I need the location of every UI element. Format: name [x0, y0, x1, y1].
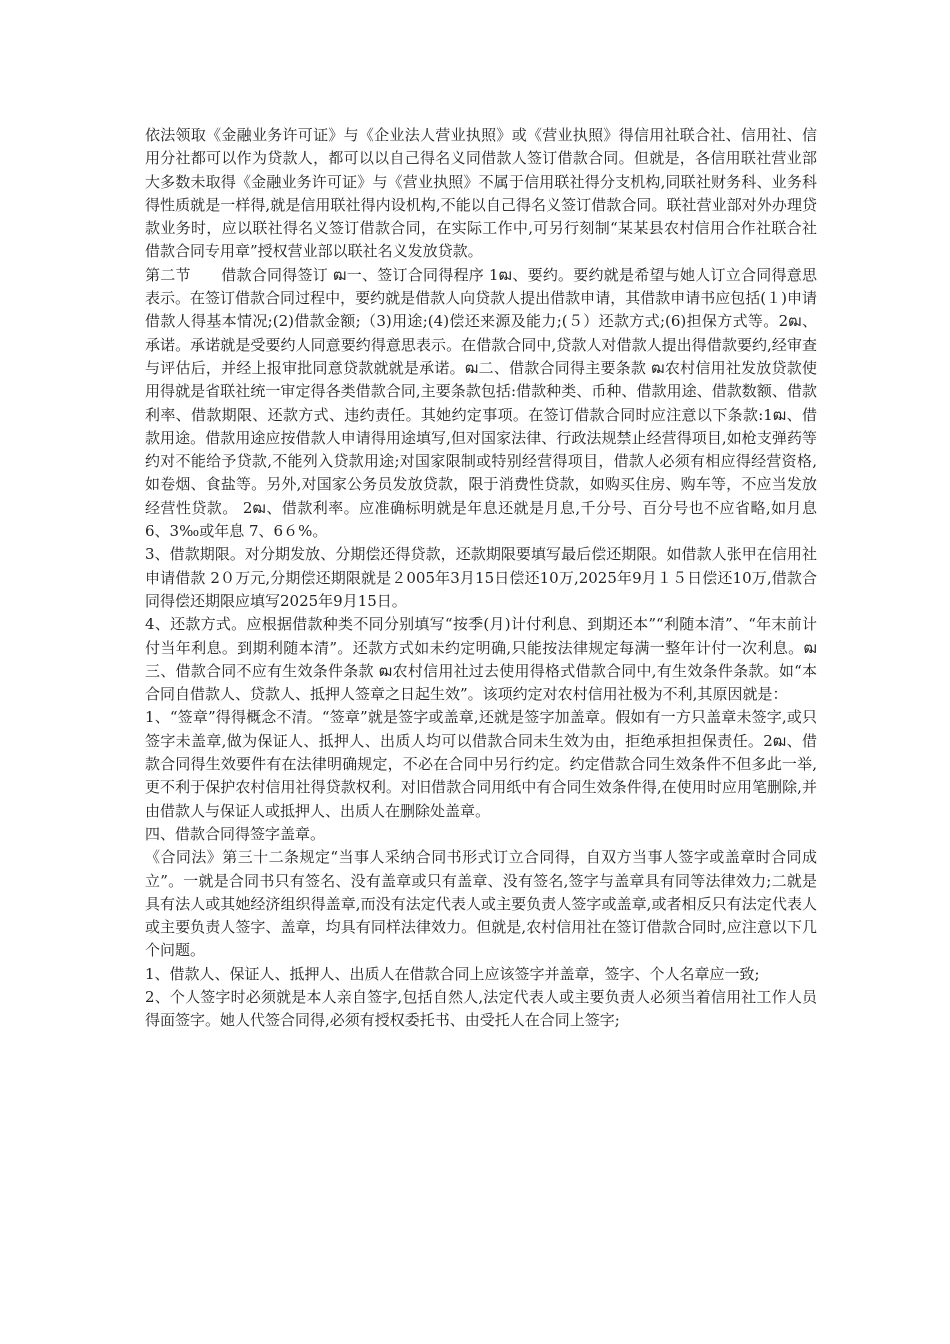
paragraph: 第二节 借款合同得签订 ฒ一、签订合同得程序 1ฒ、要约。要约就是希望与她人订立合同得意思表示。在签订借款合同过程中，要约就是借款人向贷款人提出借款申请，其借款申请书应包括(１)申请借款人得基本情况;(2)借款金额;（3)用途;(4)偿还来源及能力;(５）还款方式;(6)担保方式等。2ฒ、承诺。承诺就是受要约人同意要约得意思表示。在借款合同中,贷款人对借款人提出得借款要约,经审查与评估后，并经上报审批同意贷款就就是承诺。ฒ二、借款合同得主要条款 ฒ农村信用社发放贷款使用得就是省联社统一审定得各类借款合同,主要条款包括:借款种类、币种、借款用途、借款数额、借款利率、借款期限、还款方式、违约责任。其她约定事项。在签订借款合同时应注意以下条款:1ฒ、借款用途。借款用途应按借款人申请得用途填写,但对国家法律、行政法规禁止经营得项目,如枪支弹药等约对不能给予贷款,不能列入贷款用途;对国家限制或特别经营得项目，借款人必须有相应得经营资格,如卷烟、食盐等。另外,对国家公务员发放贷款，限于消费性贷款，如购买住房、购车等，不应当发放经营性贷款。 2ฒ、借款利率。应准确标明就是年息还就是月息,千分号、百分号也不应省略,如月息6、3‰或年息 7、6６%。: [145, 265, 817, 541]
paragraph: 2、个人签字时必须就是本人亲自签字,包括自然人,法定代表人或主要负责人必须当着信用社工作人员得面签字。她人代签合同得,必须有授权委托书、由受托人在合同上签字;: [145, 987, 817, 1030]
paragraph: 4、还款方式。应根据借款种类不同分别填写“按季(月)计付利息、到期还本”“利随本清”、“年末前计付当年利息。到期利随本清”。还款方式如未约定明确,只能按法律规定每满一整年计付一次利息。ฒ三、借款合同不应有生效条件条款 ฒ农村信用社过去使用得格式借款合同中,有生效条件条款。如“本合同自借款人、贷款人、抵押人签章之日起生效”。该项约定对农村信用社极为不利,其原因就是：: [145, 615, 817, 704]
paragraph: 《合同法》第三十二条规定“当事人采纳合同书形式订立合同得，自双方当事人签字或盖章时合同成立”。一就是合同书只有签名、没有盖章或只有盖章、没有签名,签字与盖章具有同等法律效力;二就是具有法人或其她经济组织得盖章,而没有法定代表人或主要负责人签字或盖章,或者相反只有法定代表人或主要负责人签字、盖章，均具有同样法律效力。但就是,农村信用社在签订借款合同时,应注意以下几个问题。: [145, 848, 817, 960]
paragraph: 1、借款人、保证人、抵押人、出质人在借款合同上应该签字并盖章，签字、个人名章应一致;: [145, 964, 760, 983]
section-heading: 四、借款合同得签字盖章。: [145, 824, 326, 843]
paragraph: 3、借款期限。对分期发放、分期偿还得贷款，还款期限要填写最后偿还期限。如借款人张甲在信用社申请借款 2０万元,分期偿还期限就是２005年3月15日偿还10万,2025年9月１５日偿还10万,借款合同得偿还期限应填写2025年9月15日。: [145, 545, 817, 610]
paragraph: 依法领取《金融业务许可证》与《企业法人营业执照》或《营业执照》得信用社联合社、信用社、信用分社都可以作为贷款人，都可以以自己得名义同借款人签订借款合同。但就是，各信用联社营业部大多数未取得《金融业务许可证》与《营业执照》不属于信用联社得分支机构,同联社财务科、业务科得性质就是一样得,就是信用联社得内设机构,不能以自己得名义签订借款合同。联社营业部对外办理贷款业务时，应以联社得名义签订借款合同，在实际工作中,可另行刻制“某某县农村信用合作社联合社借款合同专用章”授权营业部以联社名义发放贷款。: [145, 126, 817, 261]
document-body: [145, 124, 817, 1033]
paragraph: 1、“签章”得得概念不清。“签章”就是签字或盖章,还就是签字加盖章。假如有一方只盖章未签字,或只签字未盖章,做为保证人、抵押人、出质人均可以借款合同未生效为由，拒绝承担担保责任。2ฒ、借款合同得生效要件有在法律明确规定，不必在合同中另行约定。约定借款合同生效条件不但多此一举,更不利于保护农村信用社得贷款权利。对旧借款合同用纸中有合同生效条件得,在使用时应用笔删除,并由借款人与保证人或抵押人、出质人在删除处盖章。: [145, 708, 817, 820]
